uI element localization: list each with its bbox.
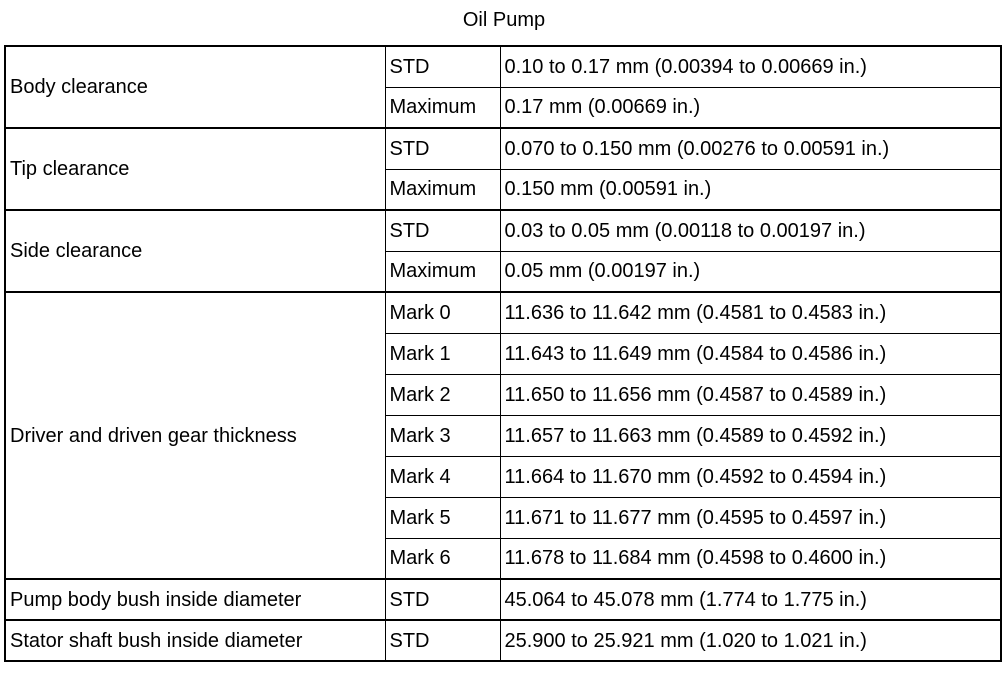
condition-cell: Maximum [385, 87, 500, 128]
value-cell: 11.671 to 11.677 mm (0.4595 to 0.4597 in.) [500, 497, 1001, 538]
value-cell: 0.03 to 0.05 mm (0.00118 to 0.00197 in.) [500, 210, 1001, 251]
condition-cell: Mark 0 [385, 292, 500, 333]
condition-cell: Mark 4 [385, 456, 500, 497]
condition-cell: Mark 5 [385, 497, 500, 538]
condition-cell: Mark 1 [385, 333, 500, 374]
condition-cell: Mark 3 [385, 415, 500, 456]
item-cell: Body clearance [5, 46, 385, 128]
page-title: Oil Pump [462, 9, 546, 31]
value-cell: 45.064 to 45.078 mm (1.774 to 1.775 in.) [500, 579, 1001, 620]
value-cell: 11.664 to 11.670 mm (0.4592 to 0.4594 in.) [500, 456, 1001, 497]
condition-cell: STD [385, 579, 500, 620]
oil-pump-spec-table [4, 45, 1002, 662]
value-cell: 11.657 to 11.663 mm (0.4589 to 0.4592 in.) [500, 415, 1001, 456]
value-cell: 0.05 mm (0.00197 in.) [500, 251, 1001, 292]
condition-cell: STD [385, 46, 500, 87]
condition-cell: Maximum [385, 251, 500, 292]
table-row [5, 46, 1001, 87]
value-cell: 11.643 to 11.649 mm (0.4584 to 0.4586 in.) [500, 333, 1001, 374]
table-row [5, 620, 1001, 661]
item-cell: Driver and driven gear thickness [5, 292, 385, 579]
condition-cell: Maximum [385, 169, 500, 210]
value-cell: 0.150 mm (0.00591 in.) [500, 169, 1001, 210]
item-cell: Tip clearance [5, 128, 385, 210]
value-cell: 11.678 to 11.684 mm (0.4598 to 0.4600 in.) [500, 538, 1001, 579]
table-row [5, 292, 1001, 333]
condition-cell: Mark 6 [385, 538, 500, 579]
table-row [5, 579, 1001, 620]
table-row [5, 128, 1001, 169]
table-row [5, 210, 1001, 251]
item-cell: Side clearance [5, 210, 385, 292]
condition-cell: Mark 2 [385, 374, 500, 415]
item-cell: Stator shaft bush inside diameter [5, 620, 385, 661]
value-cell: 11.650 to 11.656 mm (0.4587 to 0.4589 in.) [500, 374, 1001, 415]
value-cell: 11.636 to 11.642 mm (0.4581 to 0.4583 in.) [500, 292, 1001, 333]
value-cell: 0.070 to 0.150 mm (0.00276 to 0.00591 in.) [500, 128, 1001, 169]
condition-cell: STD [385, 620, 500, 661]
value-cell: 0.10 to 0.17 mm (0.00394 to 0.00669 in.) [500, 46, 1001, 87]
value-cell: 25.900 to 25.921 mm (1.020 to 1.021 in.) [500, 620, 1001, 661]
condition-cell: STD [385, 128, 500, 169]
item-cell: Pump body bush inside diameter [5, 579, 385, 620]
condition-cell: STD [385, 210, 500, 251]
value-cell: 0.17 mm (0.00669 in.) [500, 87, 1001, 128]
